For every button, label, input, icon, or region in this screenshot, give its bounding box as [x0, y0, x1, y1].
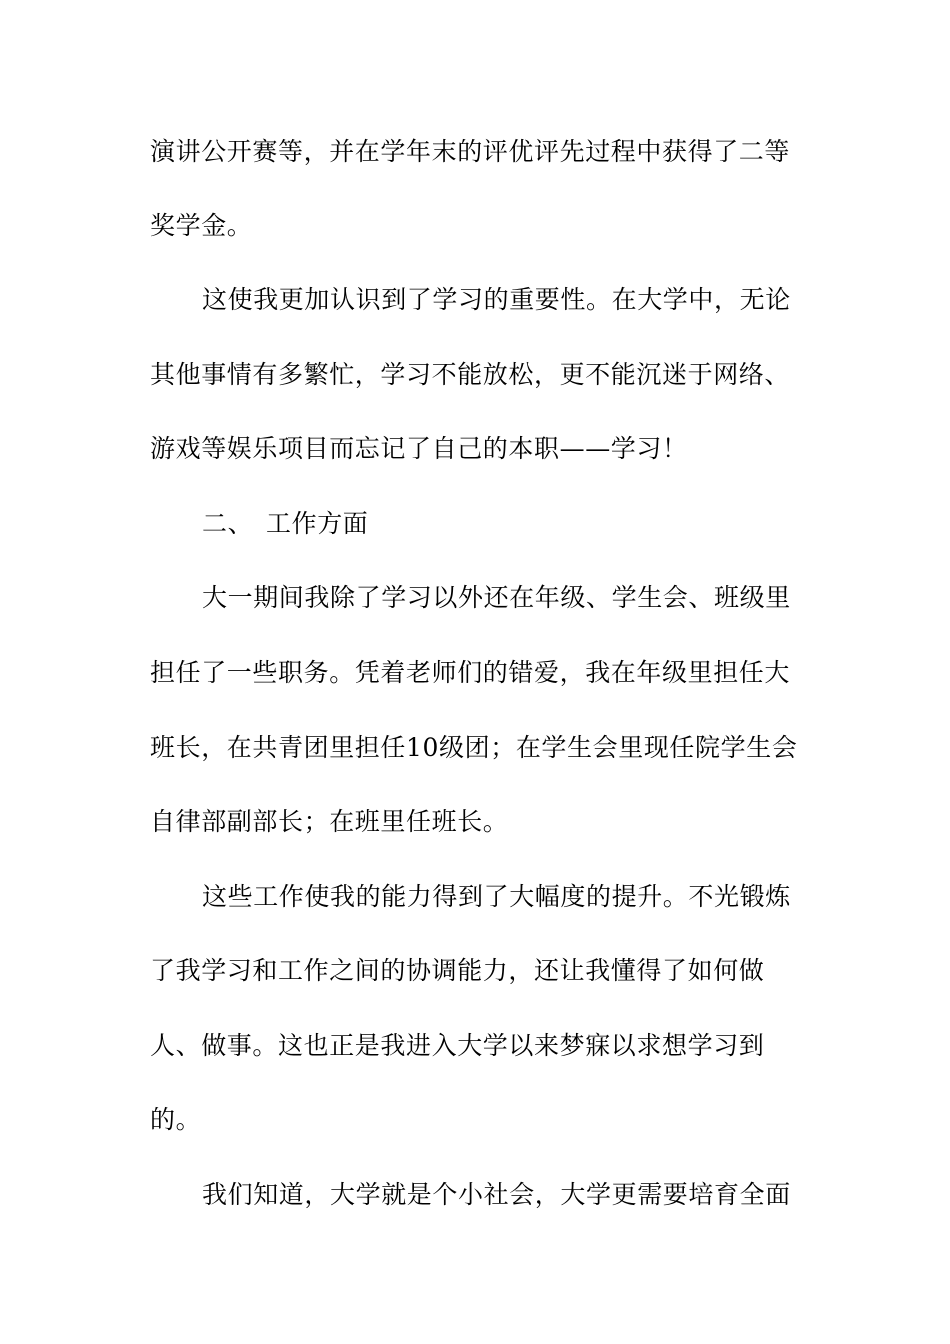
paragraph-3-line-1: 大一期间我除了学习以外还在年级、学生会、班级里	[202, 583, 791, 612]
paragraph-4-line-3: 人、做事。这也正是我进入大学以来梦寐以求想学习到	[150, 1031, 765, 1060]
paragraph-5-line-1: 我们知道，大学就是个小社会，大学更需要培育全面	[202, 1180, 791, 1209]
paragraph-4-line-4: 的。	[150, 1105, 202, 1134]
section-heading-title: 工作方面	[266, 509, 369, 538]
paragraph-2-line-3: 游戏等娱乐项目而忘记了自己的本职——学习！	[150, 434, 688, 463]
paragraph-2-line-2: 其他事情有多繁忙，学习不能放松，更不能沉迷于网络、	[150, 360, 791, 389]
section-heading-number: 二、	[202, 509, 254, 538]
paragraph-4-line-1: 这些工作使我的能力得到了大幅度的提升。不光锻炼	[202, 882, 791, 911]
paragraph-2-line-1: 这使我更加认识到了学习的重要性。在大学中，无论	[202, 285, 791, 314]
paragraph-1-line-2: 奖学金。	[150, 211, 253, 240]
paragraph-3-line-2: 担任了一些职务。凭着老师们的错爱，我在年级里担任大	[150, 658, 791, 687]
paragraph-3-line-3: 班长，在共青团里担任10级团；在学生会里现任院学生会	[150, 733, 798, 762]
paragraph-4-line-2: 了我学习和工作之间的协调能力，还让我懂得了如何做	[150, 956, 765, 985]
paragraph-1-line-1: 演讲公开赛等，并在学年末的评优评先过程中获得了二等	[150, 137, 791, 166]
section-heading	[202, 508, 368, 540]
paragraph-3-line-4: 自律部副部长；在班里任班长。	[150, 807, 509, 836]
